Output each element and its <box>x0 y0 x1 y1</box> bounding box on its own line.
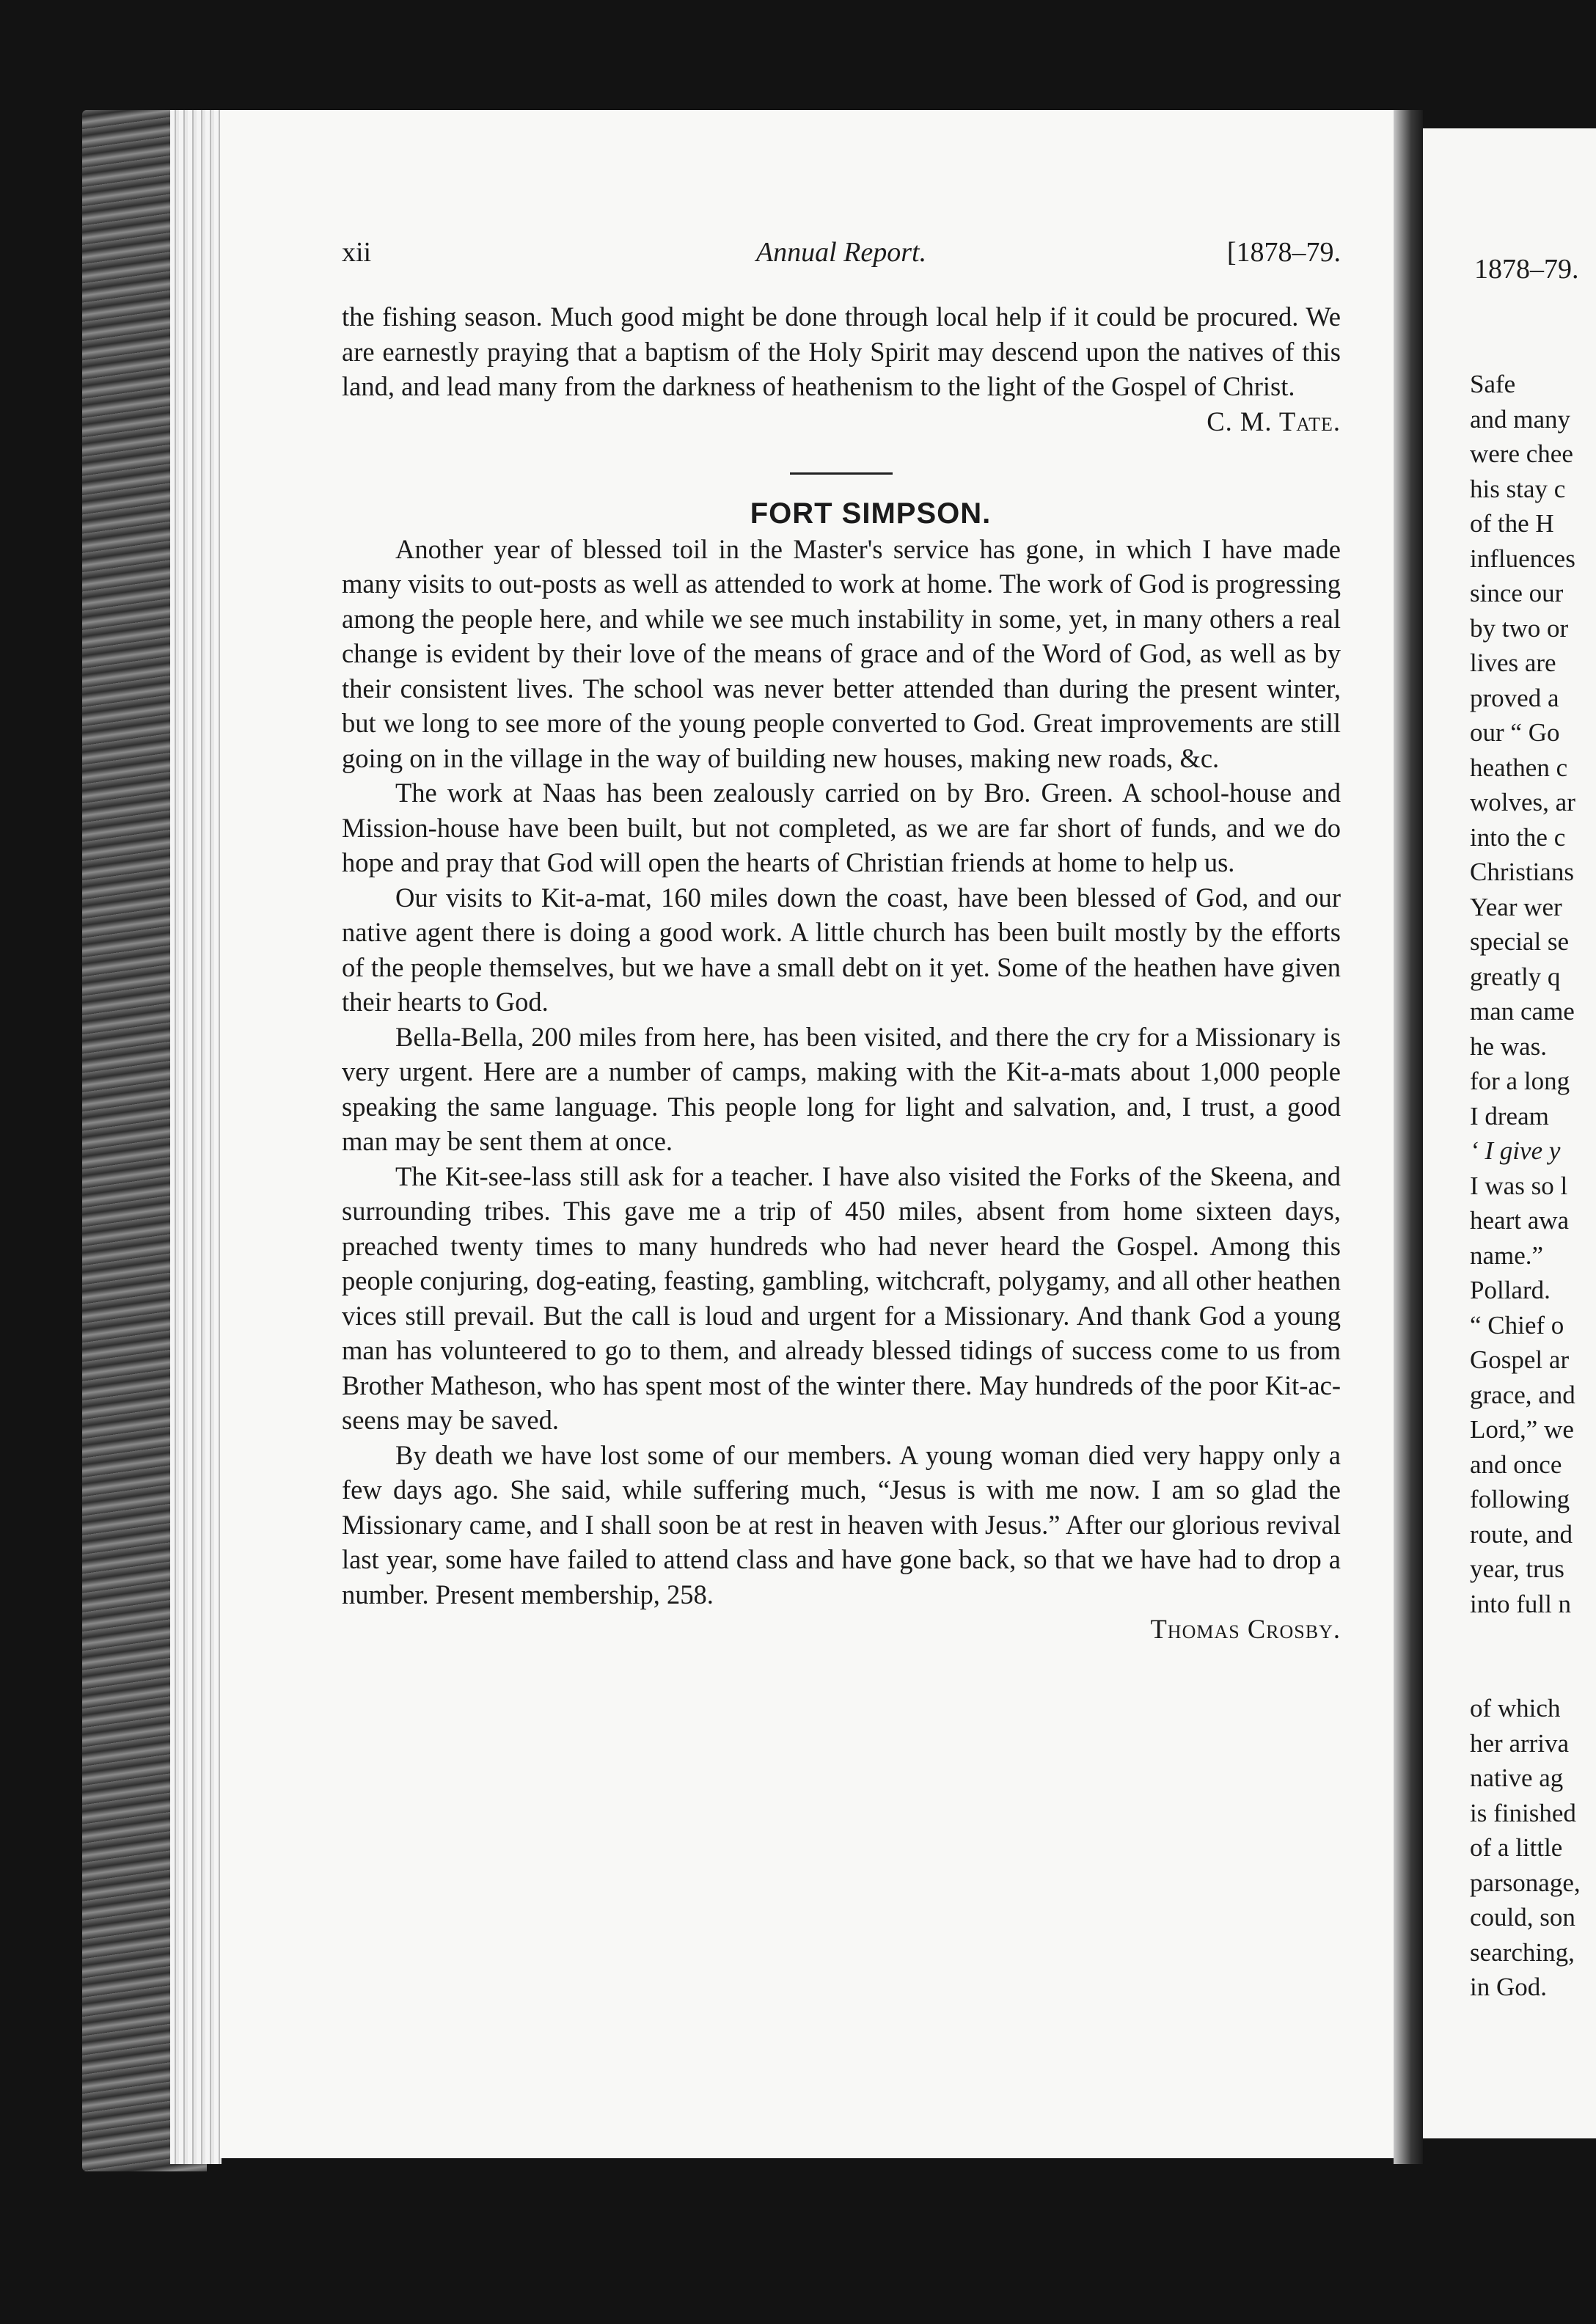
line: were chee <box>1470 439 1573 468</box>
line: name.” <box>1470 1240 1544 1270</box>
line: his stay c <box>1470 474 1566 503</box>
section-title: FORT SIMPSON. <box>750 497 992 530</box>
line: man came <box>1470 997 1575 1026</box>
line: by two or <box>1470 613 1569 643</box>
line: of the H <box>1470 509 1554 538</box>
line: ‘ I give y <box>1470 1136 1561 1165</box>
line: Christians <box>1470 858 1574 886</box>
line: of which <box>1470 1694 1561 1722</box>
line: “ Chief o <box>1470 1310 1564 1340</box>
line: her arriva <box>1470 1728 1570 1758</box>
line: special se <box>1470 927 1570 956</box>
line: parsonage, <box>1470 1868 1581 1897</box>
line: lives are <box>1470 648 1556 677</box>
header-year: [1878–79. <box>1226 237 1341 268</box>
paragraph-gap <box>1470 1621 1596 1691</box>
paragraph: Bella-Bella, 200 miles from here, has been visited, and there the cry for a Missionary is very urgent. Here are a number of camps, making with the Kit-a-mats about 1,000 people speaking the same language. This people long for light and salvation, and, I trust, a good man may be sent them at once. <box>342 1021 1341 1156</box>
line: Lord,” we <box>1470 1415 1574 1444</box>
line: into the c <box>1470 822 1566 852</box>
paragraph: Another year of blessed toil in the Master's service has gone, in which I have made many visits to out-posts as well as attended to work at home. The work of God is progressing among the people here, and while we see much instability in some, yet, in many others a real change is evident by their love of the means of grace and of the Word of God, as well as by their consistent lives. The school was never better attended than during the present winter, but we long to see more of the young people converted to God. Great improvements are still going on in the village in the way of building new houses, making new roads, &c. <box>342 533 1341 773</box>
line: I was so l <box>1470 1171 1568 1200</box>
line: Year wer <box>1470 892 1562 921</box>
line: grace, and <box>1470 1380 1575 1409</box>
paragraph: The work at Naas has been zealously carried on by Bro. Green. A school-house and Mission-house have been built, but not completed, as we are far short of funds, and we do hope and pray that God will open the hearts of Christian friends at home to help us. <box>342 778 1341 877</box>
line: and once <box>1470 1450 1562 1479</box>
line: searching, <box>1470 1937 1575 1967</box>
running-header <box>342 236 1341 280</box>
line: heathen c <box>1470 753 1568 782</box>
line: could, son <box>1470 1903 1575 1932</box>
line: following <box>1470 1485 1570 1513</box>
running-title: Annual Report. <box>755 237 927 268</box>
line: native ag <box>1470 1764 1564 1792</box>
line: wolves, ar <box>1470 788 1575 816</box>
page-number: xii <box>342 237 372 268</box>
section-divider <box>790 472 893 475</box>
line: influences <box>1470 544 1575 573</box>
line: year, trus <box>1470 1554 1564 1583</box>
right-text-column <box>1470 367 1596 2005</box>
opening-paragraph: the fishing season. Much good might be done through local help if it could be procured. We are earnestly praying that a baptism of the Holy Spirit may descend upon the natives of this land, and lead many from the darkness of heathenism to the light of the Gospel of Christ. <box>342 302 1341 401</box>
line: in God. <box>1470 1973 1547 2001</box>
right-page-header-year: 1878–79. <box>1474 254 1579 285</box>
line: into full n <box>1470 1589 1572 1618</box>
line: for a long <box>1470 1067 1570 1095</box>
opening-signature: C. M. Tate. <box>1207 406 1341 436</box>
line: greatly q <box>1470 962 1561 991</box>
line: Safe <box>1470 370 1516 398</box>
line: he was. <box>1470 1031 1547 1061</box>
page-edges <box>170 110 222 2164</box>
line: proved a <box>1470 683 1559 712</box>
line: heart awa <box>1470 1206 1570 1235</box>
line: is finished <box>1470 1798 1576 1827</box>
line: our “ Go <box>1470 718 1560 747</box>
paragraph: The Kit-see-lass still ask for a teacher. I have also visited the Forks of the Skeena, and surrounding tribes. This gave me a trip of 450 miles, absent from home sixteen days, preached twenty times to many hundreds who had never heard the Gospel. Among this people conjuring, dog-eating, feasting, gambling, witchcraft, polygamy, and all other heathen vices still prevail. But the call is loud and urgent for a Missionary. And thank God a young man has volunteered to go to them, and already blessed tidings of success come to us from Brother Matheson, who has spent most of the winter there. May hundreds of the poor Kit-ac-seens may be saved. <box>342 1161 1341 1435</box>
paragraph: Our visits to Kit-a-mat, 160 miles down the coast, have been blessed of God, and our native agent there is doing a good work. A little church has been built mostly by the efforts of the people themselves, but we have a small debt on it yet. Some of the heathen have given their hearts to God. <box>342 882 1341 1017</box>
line: and many <box>1470 404 1571 434</box>
paragraph: By death we have lost some of our members. A young woman died very happy only a few days ago. She said, while suffering much, “Jesus is with me now. I am so glad the Missionary came, and I shall soon be at rest in heaven with Jesus.” After our glorious revival last year, some have failed to attend class and have gone back, so that we have had to drop a number. Present membership, 258. <box>342 1439 1341 1609</box>
closing-signature: Thomas Crosby. <box>1150 1614 1341 1644</box>
line: Gospel ar <box>1470 1345 1570 1374</box>
line: Pollard. <box>1470 1276 1551 1304</box>
left-text-column <box>342 299 1341 1647</box>
line: of a little <box>1470 1833 1563 1862</box>
line: since our <box>1470 579 1564 607</box>
book-gutter <box>1394 110 1423 2164</box>
line: I dream <box>1470 1101 1549 1130</box>
line: route, and <box>1470 1519 1573 1549</box>
